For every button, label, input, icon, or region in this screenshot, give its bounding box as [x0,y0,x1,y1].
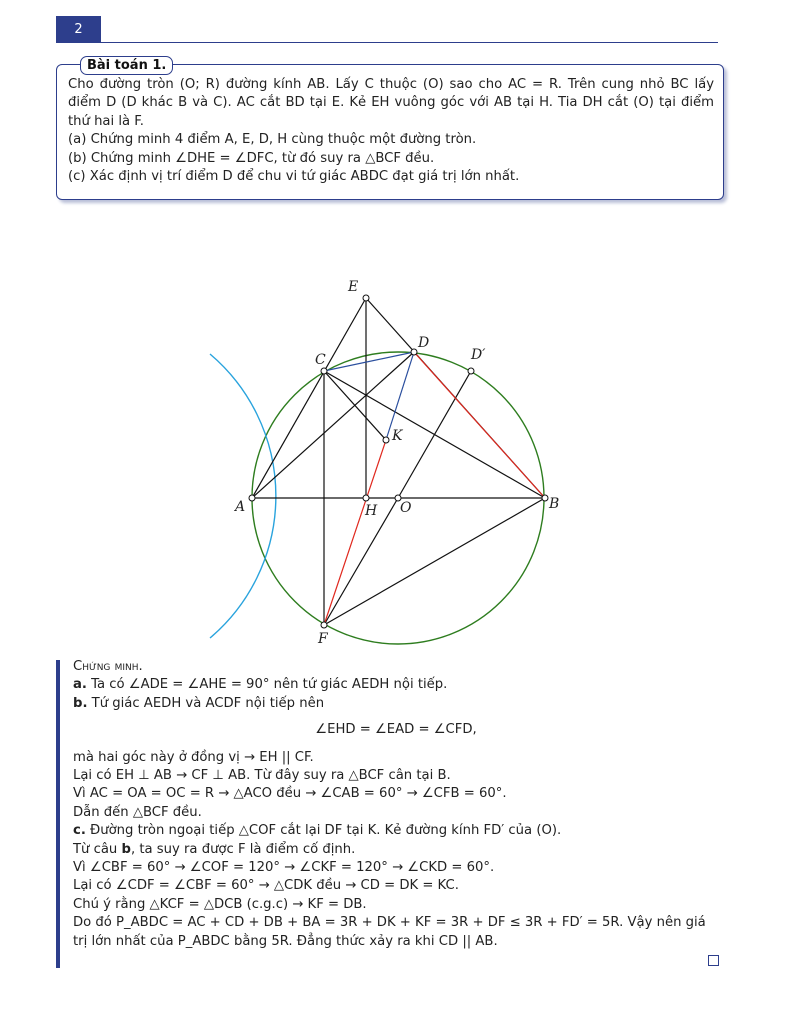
page-number: 2 [74,21,83,37]
part-a-label: a. [73,677,87,693]
label-E: E [348,279,359,295]
point-C [321,368,327,374]
point-E [363,295,369,301]
proof-section [73,658,719,951]
qed-symbol [708,955,719,966]
problem-text: Cho đường tròn (O; R) đường kính AB. Lấy C thuộc (O) sao cho AC = R. Trên cung nhỏ BC lấy điểm D (D khác B và C). AC cắt BD tại E. Kẻ EH vuông góc với AB tại H. Tia DH cắt (O) tại điểm thứ hai là F. [68,77,714,129]
proof-b-line: mà hai góc này ở đồng vị → EH || CF. [73,749,314,765]
geometry-figure [200,270,560,659]
point-H [363,495,369,501]
proof-heading: Chứng minh. [73,659,143,674]
segment-AD [252,352,414,498]
proof-part-b: b. Tứ giác AEDH và ACDF nội tiếp nên [73,695,325,711]
proof-c-line: Từ câu b, ta suy ra được F là điểm cố định. [73,841,356,857]
problem-part-a: (a) Chứng minh 4 điểm A, E, D, H cùng thuộc một đường tròn. [68,132,477,148]
part-b-label: b. [73,695,88,711]
point-D [411,349,417,355]
segment-KF [324,440,386,625]
point-A [249,495,255,501]
segment-DB [414,352,545,498]
proof-c-line: Vì ∠CBF = 60° → ∠COF = 120° → ∠CKF = 120° → ∠CKD = 60°. [73,860,495,876]
label-F: F [318,631,328,647]
segment-CK [324,371,386,440]
circle-COF-arc [210,354,276,638]
point-F [321,622,327,628]
proof-b-line: Vì AC = OA = OC = R → △ACO đều → ∠CAB = 60° → ∠CFB = 60°. [73,786,507,802]
proof-b-line: Lại có EH ⊥ AB → CF ⊥ AB. Từ đây suy ra △BCF cân tại B. [73,768,451,784]
geometry-svg [200,270,560,655]
proof-equation: ∠EHD = ∠EAD = ∠CFD, [315,722,477,738]
problem-statement [68,76,714,186]
point-B [542,495,548,501]
label-A: A [235,499,246,515]
problem-title: Bài toán 1. [80,56,173,75]
proof-part-a: a. Ta có ∠ADE = ∠AHE = 90° nên tứ giác AEDH nội tiếp. [73,677,448,693]
label-D-prime: D′ [471,347,486,363]
label-B: B [549,496,560,512]
label-H: H [365,503,378,519]
proof-b-line: Dẫn đến △BCF đều. [73,804,202,820]
problem-part-b: (b) Chứng minh ∠DHE = ∠DFC, từ đó suy ra △BCF đều. [68,150,435,166]
point-D-prime [468,368,474,374]
page-number-badge [56,16,101,42]
proof-c-line: Do đó P_ABDC = AC + CD + DB + BA = 3R + DK + KF = 3R + DF ≤ 3R + FD′ = 5R. Vậy nên giá trị lớn nhất của P_ABDC bằng 5R. Đẳng thức xảy ra khi CD || AB. [73,915,706,949]
proof-sidebar-bar [56,660,60,968]
segment-OD-prime [398,371,471,498]
proof-c-line: Lại có ∠CDF = ∠CBF = 60° → △CDK đều → CD = DK = KC. [73,878,459,894]
segment-FB [324,498,545,625]
label-C: C [315,352,326,368]
label-D: D [418,335,430,351]
label-O: O [400,500,412,516]
segment-FO [324,498,398,625]
label-K: K [392,428,403,444]
header-rule [56,42,718,43]
part-c-label: c. [73,823,86,839]
proof-part-c: c. Đường tròn ngoại tiếp △COF cắt lại DF tại K. Kẻ đường kính FD′ của (O). [73,823,562,839]
point-K [383,437,389,443]
proof-c-line: Chú ý rằng △KCF = △DCB (c.g.c) → KF = DB. [73,896,367,912]
problem-part-c: (c) Xác định vị trí điểm D để chu vi tứ giác ABDC đạt giá trị lớn nhất. [68,169,520,185]
